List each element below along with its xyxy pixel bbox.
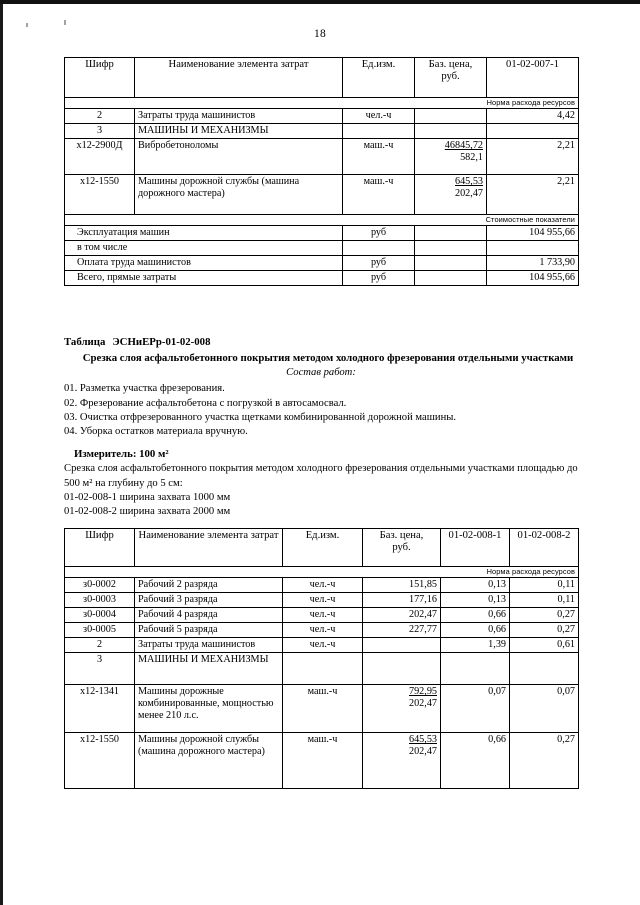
table-2-container: [64, 528, 578, 789]
table-row: [65, 139, 579, 175]
row-value-1: 4,42: [487, 109, 579, 124]
band-norm-row: [65, 98, 579, 109]
table-row: [65, 226, 579, 241]
row-base-price: 177,16: [363, 593, 441, 608]
scan-edge-top: [0, 0, 640, 4]
row-unit: чел.-ч: [283, 623, 363, 638]
row-base-price: [415, 175, 487, 215]
scan-speck: [26, 23, 28, 27]
row-unit: [283, 653, 363, 685]
table-row: [65, 593, 579, 608]
table-header-row: [65, 58, 579, 98]
cost-row-value-1: 104 955,66: [487, 226, 579, 241]
table-row: [65, 175, 579, 215]
row-value-1: [441, 653, 510, 685]
row-base-price: 151,85: [363, 578, 441, 593]
row-unit: [343, 124, 415, 139]
row-name: Затраты труда машинистов: [135, 638, 283, 653]
cost-row-unit: руб: [343, 271, 415, 286]
row-base-price-sub: 202,47: [408, 698, 437, 710]
row-base-price-main: 46845,72: [444, 140, 483, 152]
work-item: 04. Уборка остатков материала вручную.: [64, 426, 248, 438]
cost-row-price: [415, 241, 487, 256]
row-value-1: [487, 124, 579, 139]
header-base-price: Баз. цена, руб.: [363, 529, 441, 567]
row-base-price-main: 645,53: [454, 176, 483, 188]
row-code: х12-1341: [65, 685, 135, 733]
row-value-2: [510, 653, 579, 685]
cost-row-label: Эксплуатация машин: [65, 226, 343, 241]
row-code: з0-0005: [65, 623, 135, 638]
row-name: МАШИНЫ И МЕХАНИЗМЫ: [135, 653, 283, 685]
cost-table-1: [64, 57, 579, 286]
table-label-line: [64, 335, 578, 349]
description-line-2: 01-02-008-1 ширина захвата 1000 мм: [64, 491, 231, 503]
izmeritel-label: Измеритель: 100 м²: [74, 447, 169, 460]
row-base-price: [415, 109, 487, 124]
row-value-2: 0,27: [510, 733, 579, 789]
row-name: Машины дорожные комбинированные, мощностью менее 210 л.с.: [135, 685, 283, 733]
cost-row-label: в том числе: [65, 241, 343, 256]
row-code: 3: [65, 653, 135, 685]
table-code: ЭСНиЕРр-01-02-008: [112, 336, 211, 348]
row-name: Рабочий 5 разряда: [135, 623, 283, 638]
row-base-price: [415, 124, 487, 139]
header-column-01-02-008-1: 01-02-008-1: [441, 529, 510, 567]
row-value-2: 0,07: [510, 685, 579, 733]
work-item: 03. Очистка отфрезерованного участка щетками комбинированной дорожной машины.: [64, 412, 457, 424]
row-base-price-sub: 202,47: [454, 188, 483, 200]
row-code: з0-0002: [65, 578, 135, 593]
row-value-1: 0,66: [441, 733, 510, 789]
cost-row-value-1: 104 955,66: [487, 271, 579, 286]
header-name: Наименование элемента затрат: [135, 58, 343, 98]
row-unit: маш.-ч: [343, 175, 415, 215]
row-unit: чел.-ч: [283, 578, 363, 593]
section-description: [64, 462, 578, 520]
table-row: [65, 623, 579, 638]
header-code: Шифр: [65, 529, 135, 567]
row-base-price: 227,77: [363, 623, 441, 638]
work-list: [64, 382, 578, 440]
row-base-price-main: 792,95: [408, 686, 437, 698]
row-value-1: 0,66: [441, 623, 510, 638]
table-header-row: [65, 529, 579, 567]
row-base-price: [363, 638, 441, 653]
table-row: [65, 608, 579, 623]
row-name: МАШИНЫ И МЕХАНИЗМЫ: [135, 124, 343, 139]
row-value-1: 0,66: [441, 608, 510, 623]
table-row: [65, 578, 579, 593]
cost-row-label: Оплата труда машинистов: [65, 256, 343, 271]
row-code: х12-2900Д: [65, 139, 135, 175]
row-value-2: 0,27: [510, 623, 579, 638]
band-norm-row: [65, 567, 579, 578]
cost-row-unit: [343, 241, 415, 256]
row-code: з0-0003: [65, 593, 135, 608]
cost-row-value-1: [487, 241, 579, 256]
row-name: Рабочий 2 разряда: [135, 578, 283, 593]
scan-speck: [64, 20, 66, 25]
header-base-price: Баз. цена, руб.: [415, 58, 487, 98]
band-norm-label: Норма расхода ресурсов: [65, 98, 579, 109]
row-base-price-main: 645,53: [408, 734, 437, 746]
header-unit: Ед.изм.: [283, 529, 363, 567]
cost-row-unit: руб: [343, 256, 415, 271]
row-base-price-sub: 582,1: [460, 152, 483, 164]
row-value-1: 2,21: [487, 175, 579, 215]
row-unit: чел.-ч: [283, 593, 363, 608]
row-unit: чел.-ч: [283, 638, 363, 653]
row-value-1: 0,13: [441, 593, 510, 608]
row-base-price: [363, 733, 441, 789]
cost-row-value-1: 1 733,90: [487, 256, 579, 271]
row-name: Рабочий 3 разряда: [135, 593, 283, 608]
cost-row-label: Всего, прямые затраты: [65, 271, 343, 286]
header-code: Шифр: [65, 58, 135, 98]
row-base-price: [415, 139, 487, 175]
work-item: 02. Фрезерование асфальтобетона с погрузкой в автосамосвал.: [64, 397, 347, 409]
work-item: 01. Разметка участка фрезерования.: [64, 383, 225, 395]
row-value-1: 1,39: [441, 638, 510, 653]
header-unit: Ед.изм.: [343, 58, 415, 98]
row-code: з0-0004: [65, 608, 135, 623]
sostav-label: Состав работ:: [286, 367, 356, 379]
row-base-price-sub: 202,47: [408, 746, 437, 758]
page-number: 18: [314, 28, 326, 40]
row-unit: чел.-ч: [343, 109, 415, 124]
row-base-price: 202,47: [363, 608, 441, 623]
section-text-block: [64, 322, 578, 520]
table-row: [65, 124, 579, 139]
description-line-1: Срезка слоя асфальтобетонного покрытия методом холодного фрезерования отдельными участками площадью до 500 м² на глубину до 5 см:: [64, 463, 578, 489]
row-unit: чел.-ч: [283, 608, 363, 623]
header-column-01-02-007-1: 01-02-007-1: [487, 58, 579, 98]
row-value-2: 0,27: [510, 608, 579, 623]
row-base-price: [363, 653, 441, 685]
row-name: Вибробетоноломы: [135, 139, 343, 175]
cost-row-price: [415, 226, 487, 241]
row-unit: маш.-ч: [283, 685, 363, 733]
table-1-container: [64, 57, 578, 286]
row-base-price: [363, 685, 441, 733]
row-value-2: 0,11: [510, 593, 579, 608]
row-code: 3: [65, 124, 135, 139]
table-row: [65, 241, 579, 256]
cost-table-2: [64, 528, 579, 789]
band-cost-label: Стоимостные показатели: [65, 215, 579, 226]
scan-edge-left: [0, 0, 3, 905]
cost-row-unit: руб: [343, 226, 415, 241]
header-column-01-02-008-2: 01-02-008-2: [510, 529, 579, 567]
table-row: [65, 638, 579, 653]
row-value-1: 0,07: [441, 685, 510, 733]
row-name: Машины дорожной службы (машина дорожного мастера): [135, 733, 283, 789]
section-title: Срезка слоя асфальтобетонного покрытия методом холодного фрезерования отдельными участками: [82, 352, 574, 365]
row-code: 2: [65, 638, 135, 653]
row-value-2: 0,61: [510, 638, 579, 653]
row-value-1: 2,21: [487, 139, 579, 175]
band-cost-row: [65, 215, 579, 226]
row-name: Затраты труда машинистов: [135, 109, 343, 124]
table-row: [65, 271, 579, 286]
header-name: Наименование элемента затрат: [135, 529, 283, 567]
table-row: [65, 653, 579, 685]
row-code: х12-1550: [65, 175, 135, 215]
row-unit: маш.-ч: [283, 733, 363, 789]
row-value-2: 0,11: [510, 578, 579, 593]
cost-row-price: [415, 256, 487, 271]
row-name: Машины дорожной службы (машина дорожного мастера): [135, 175, 343, 215]
description-line-3: 01-02-008-2 ширина захвата 2000 мм: [64, 506, 231, 518]
row-value-1: 0,13: [441, 578, 510, 593]
table-row: [65, 109, 579, 124]
row-code: х12-1550: [65, 733, 135, 789]
row-name: Рабочий 4 разряда: [135, 608, 283, 623]
table-row: [65, 256, 579, 271]
band-norm-label: Норма расхода ресурсов: [65, 567, 579, 578]
cost-row-price: [415, 271, 487, 286]
table-row: [65, 733, 579, 789]
row-unit: маш.-ч: [343, 139, 415, 175]
row-code: 2: [65, 109, 135, 124]
table-row: [65, 685, 579, 733]
table-label: Таблица: [64, 336, 106, 348]
